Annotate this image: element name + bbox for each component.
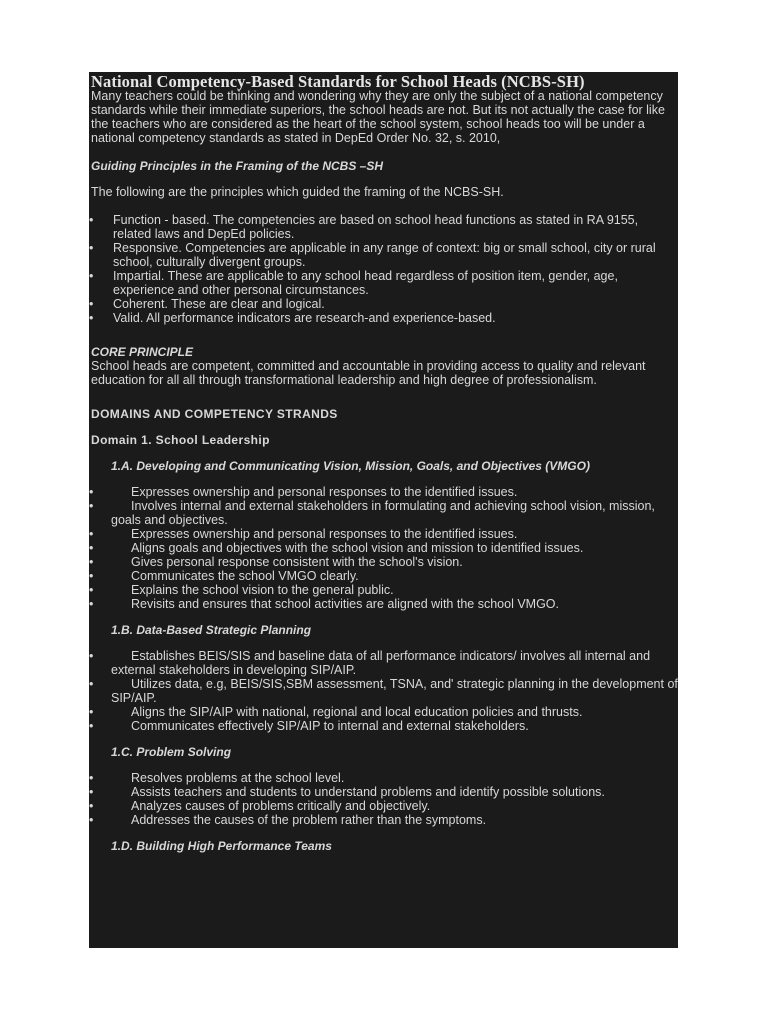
domain-1-heading: Domain 1. School Leadership xyxy=(91,433,270,447)
list-item: • Valid. All performance indicators are research-and experience-based. xyxy=(89,311,678,325)
list-item: • Resolves problems at the school level. xyxy=(89,771,678,785)
strand-1c-list xyxy=(89,771,678,827)
list-item: • Revisits and ensures that school activities are aligned with the school VMGO. xyxy=(89,597,678,611)
intro-paragraph: Many teachers could be thinking and wondering why they are only the subject of a national competency standards while their immediate superiors, the school heads are not. But its not actually the case for like the teachers who are considered as the heart of the school system, school heads too will be under a national competency standards as stated in DepEd Order No. 32, s. 2010, xyxy=(91,89,665,145)
strand-1c-heading: 1.C. Problem Solving xyxy=(111,745,232,759)
list-item: • Expresses ownership and personal responses to the identified issues. xyxy=(89,527,678,541)
guiding-principles-heading: Guiding Principles in the Framing of the NCBS –SH xyxy=(91,159,384,173)
list-item: • Aligns goals and objectives with the school vision and mission to identified issues. xyxy=(89,541,678,555)
list-item: • Assists teachers and students to understand problems and identify possible solutions. xyxy=(89,785,678,799)
list-item: • Involves internal and external stakeholders in formulating and achieving school vision, mission, goals and objectives. xyxy=(89,499,678,527)
list-item: • Impartial. These are applicable to any school head regardless of position item, gender, age, experience and other personal circumstances. xyxy=(89,269,678,297)
list-item: • Expresses ownership and personal responses to the identified issues. xyxy=(89,485,678,499)
guiding-principles-lead: The following are the principles which guided the framing of the NCBS-SH. xyxy=(91,185,504,199)
guiding-principles-list xyxy=(89,213,678,325)
strand-1d-heading: 1.D. Building High Performance Teams xyxy=(111,839,332,853)
list-item: • Explains the school vision to the general public. xyxy=(89,583,678,597)
strand-1b-list xyxy=(89,649,678,733)
list-item: • Function - based. The competencies are based on school head functions as stated in RA 9155, related laws and DepEd policies. xyxy=(89,213,678,241)
list-item: • Analyzes causes of problems critically and objectively. xyxy=(89,799,678,813)
list-item: • Communicates the school VMGO clearly. xyxy=(89,569,678,583)
domains-heading: DOMAINS AND COMPETENCY STRANDS xyxy=(91,407,338,421)
list-item: • Addresses the causes of the problem rather than the symptoms. xyxy=(89,813,678,827)
strand-1b-heading: 1.B. Data-Based Strategic Planning xyxy=(111,623,312,637)
core-principle-heading: CORE PRINCIPLE xyxy=(91,345,194,359)
list-item: • Gives personal response consistent with the school's vision. xyxy=(89,555,678,569)
list-item: • Aligns the SIP/AIP with national, regional and local education policies and thrusts. xyxy=(89,705,678,719)
strand-1a-heading: 1.A. Developing and Communicating Vision, Mission, Goals, and Objectives (VMGO) xyxy=(111,459,590,473)
list-item: • Responsive. Competencies are applicable in any range of context: big or small school, city or rural school, culturally divergent groups. xyxy=(89,241,678,269)
document-title: National Competency-Based Standards for School Heads (NCBS-SH) xyxy=(91,72,585,91)
list-item: • Coherent. These are clear and logical. xyxy=(89,297,678,311)
core-principle-text: School heads are competent, committed and accountable in providing access to quality and relevant education for all all through transformational leadership and high degree of professionalism. xyxy=(91,359,646,387)
list-item: • Utilizes data, e.g, BEIS/SIS,SBM assessment, TSNA, and' strategic planning in the development of SIP/AIP. xyxy=(89,677,678,705)
strand-1a-list xyxy=(89,485,678,611)
list-item: • Establishes BEIS/SIS and baseline data of all performance indicators/ involves all internal and external stakeholders in developing SIP/AIP. xyxy=(89,649,678,677)
document-page xyxy=(89,72,678,948)
list-item: • Communicates effectively SIP/AIP to internal and external stakeholders. xyxy=(89,719,678,733)
